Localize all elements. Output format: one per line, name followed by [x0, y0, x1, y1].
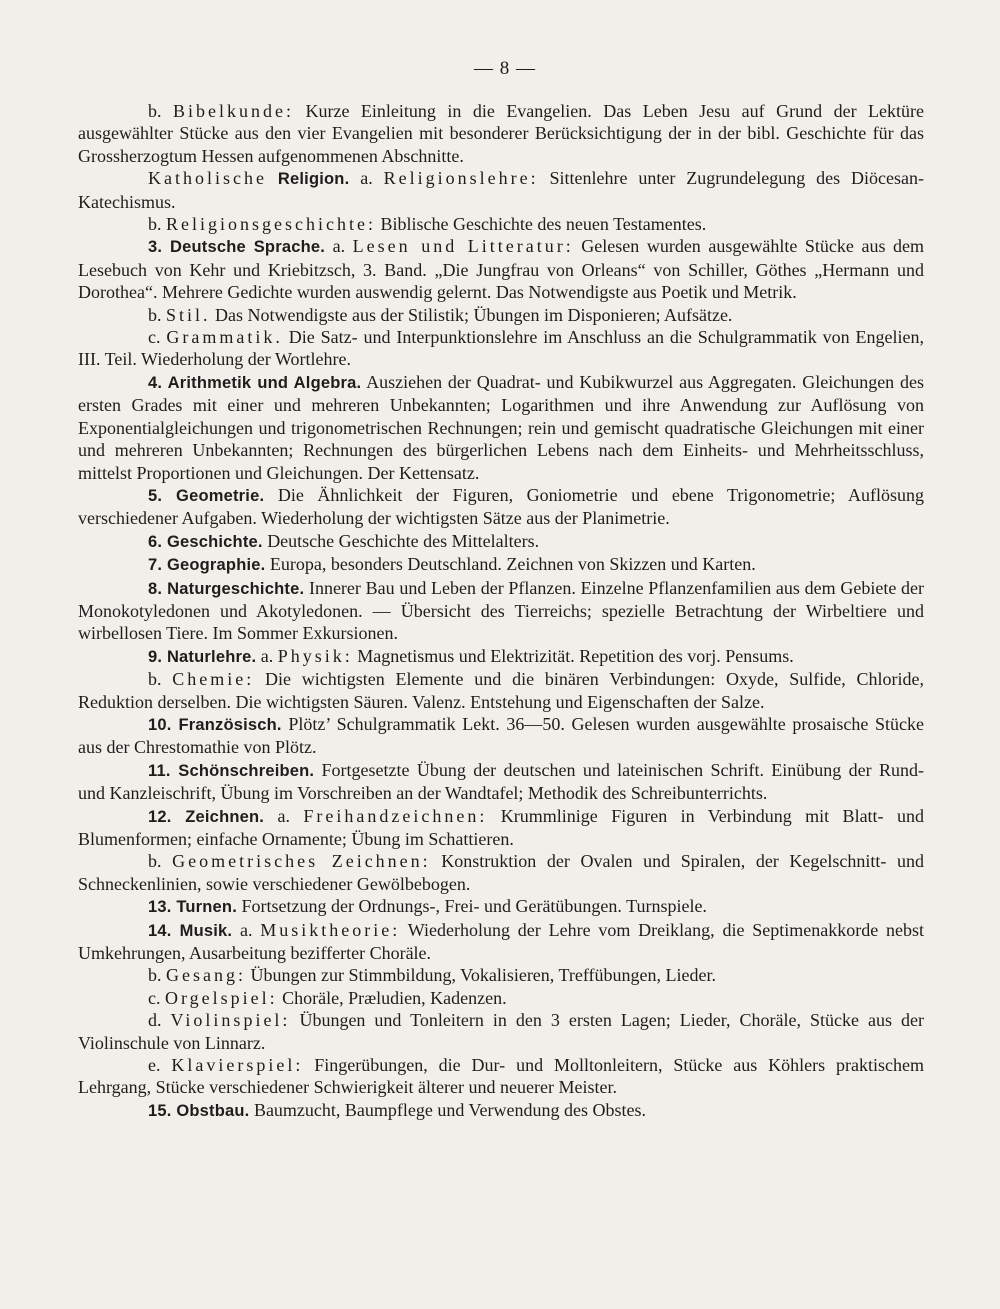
paragraph-p18 — [78, 895, 924, 918]
text-run: Ausziehen der Quadrat- und Kubikwurzel aus Aggregaten. Gleichungen des ersten Grades mit einer und mehreren Unbekannten; Logarithmen und ihre Anwendung zur Auflösung von Exponentialgleichungen und trigonometrischen Rechnungen; rein und gemischt quadratische Gleichungen mit einer und mehreren Unbekannten; Rechnungen des bürgerlichen Lebens nach dem Einheits- und Mehrheitsschluss, mittelst Proportionen und Gleichungen. Der Kettensatz. — [78, 371, 924, 483]
text-run: Die Ähnlichkeit der Figuren, Goniometrie und ebene Trigonometrie; Auflösung verschiedener Aufgaben. Wiederholung der wichtigsten Sätze aus der Planimetrie. — [78, 484, 924, 529]
text-run — [267, 168, 278, 188]
paragraph-p4 — [78, 235, 924, 303]
text-run: c. — [148, 327, 167, 348]
paragraph-p21 — [78, 987, 924, 1009]
section-heading: 15. Obstbau. — [148, 1101, 250, 1120]
paragraph-p3 — [78, 213, 924, 235]
text-run: Übungen zur Stimmbildung, Vokalisieren, Treffübungen, Lieder. — [245, 965, 716, 986]
paragraph-p23 — [78, 1054, 924, 1099]
paragraph-p17 — [78, 850, 924, 895]
text-run: a. — [256, 645, 278, 666]
spaced-term: Musiktheorie: — [260, 919, 401, 940]
section-heading: 12. Zeichnen. — [148, 807, 265, 826]
text-run: Magnetismus und Elektrizität. Repetition des vorj. Pensums. — [352, 645, 794, 666]
text-run: Innerer Bau und Leben der Pflanzen. Einzelne Pflanzenfamilien aus dem Gebiete der Monokotyledonen und Akotyledonen. — Übersicht des Tierreichs; spezielle Betrachtung der Wirbeltiere und wirbellosen Tiere. Im Sommer Exkursionen. — [78, 577, 924, 644]
text-run: Krummlinige Figuren in Verbindung mit Blatt- und Blumenformen; einfache Ornamente; Übung im Schattieren. — [78, 805, 924, 849]
text-run: Fortsetzung der Ordnungs-, Frei- und Gerätübungen. Turnspiele. — [237, 896, 707, 917]
section-heading: 11. Schönschreiben. — [148, 761, 315, 780]
paragraph-p11 — [78, 577, 924, 645]
text-run: a. — [349, 168, 384, 189]
paragraph-p2 — [78, 167, 924, 213]
paragraph-p15 — [78, 759, 924, 805]
spaced-term: Lesen und Litteratur: — [352, 236, 574, 257]
text-run: Europa, besonders Deutschland. Zeichnen von Skizzen und Karten. — [265, 554, 756, 575]
text-run: b. — [148, 669, 173, 690]
paragraph-p22 — [78, 1009, 924, 1054]
paragraph-p6 — [78, 326, 924, 371]
text-run: Fingerübungen, die Dur- und Molltonleitern, Stücke aus Köhlers praktischem Lehrgang, Stücke verschiedener Schwierigkeit älterer und neuerer Meister. — [78, 1055, 924, 1098]
section-heading: Religion. — [277, 170, 350, 189]
spaced-term: Chemie: — [172, 669, 255, 690]
section-heading: 3. Deutsche Sprache. — [148, 238, 326, 257]
text-run: b. — [148, 304, 166, 325]
text-run: b. — [148, 101, 173, 121]
paragraph-p16 — [78, 805, 924, 851]
spaced-term: Grammatik. — [166, 327, 283, 348]
spaced-term: Violinspiel: — [170, 1010, 291, 1031]
text-run: Die Satz- und Interpunktionslehre im Anschluss an die Schulgrammatik von Engelien, III. Teil. Wiederholung der Wortlehre. — [78, 327, 924, 370]
text-run: c. — [148, 987, 165, 1008]
spaced-term: Bibelkunde: — [172, 101, 294, 121]
paragraph-p9 — [78, 530, 924, 553]
spaced-term: Stil. — [166, 304, 211, 325]
text-run: a. — [264, 805, 304, 826]
section-heading: 14. Musik. — [148, 921, 233, 940]
paragraph-p8 — [78, 484, 924, 530]
paragraph-p5 — [78, 304, 924, 326]
section-heading: 8. Naturgeschichte. — [148, 579, 305, 598]
text-run: Das Notwendigste aus der Stilistik; Übungen im Disponieren; Aufsätze. — [210, 304, 733, 325]
text-run: a. — [325, 236, 353, 257]
text-run: b. — [148, 965, 166, 986]
section-heading: 9. Naturlehre. — [148, 647, 257, 666]
spaced-term: Orgelspiel: — [165, 987, 278, 1008]
section-heading: 6. Geschichte. — [148, 532, 263, 551]
text-run: Die wichtigsten Elemente und die binären Verbindungen: Oxyde, Sulfide, Chloride, Reduktion derselben. Die wichtigsten Säuren. Valenz. Entstehung und Eigenschaften der Salze. — [78, 669, 925, 712]
spaced-term: Religionsgeschichte: — [166, 214, 376, 235]
section-heading: 4. Arithmetik und Algebra. — [148, 373, 362, 392]
spaced-term: Religionslehre: — [383, 168, 539, 189]
paragraph-p14 — [78, 713, 924, 759]
spaced-term: Klavierspiel: — [171, 1055, 304, 1076]
text-run: Deutsche Geschichte des Mittelalters. — [262, 530, 540, 551]
text-run: Plötz’ Schulgrammatik Lekt. 36—50. Gelesen wurden ausgewählte prosaische Stücke aus der Chrestomathie von Plötz. — [78, 713, 924, 758]
paragraph-p12 — [78, 645, 924, 668]
spaced-term: Freihandzeichnen: — [303, 805, 488, 826]
paragraph-p19 — [78, 919, 924, 965]
section-heading: 13. Turnen. — [148, 898, 237, 917]
text-run: Kurze Einleitung in die Evangelien. Das Leben Jesu auf Grund der Lektüre ausgewählter Stücke aus den vier Evangelien mit besonderer Berücksichtigung der in der bibl. Geschichte für das Grossherzogtum Hessen aufgenommenen Abschnitte. — [78, 101, 925, 166]
section-heading: 7. Geographie. — [148, 556, 266, 575]
text-run: Choräle, Præludien, Kadenzen. — [277, 987, 507, 1008]
paragraph-p7 — [78, 371, 924, 484]
page-number: — 8 — — [474, 58, 536, 79]
text-run: Übungen und Tonleitern in den 3 ersten Lagen; Lieder, Choräle, Stücke aus der Violinschule von Linnarz. — [78, 1010, 925, 1053]
text-run: Wiederholung der Lehre vom Dreiklang, die Septimenakkorde nebst Umkehrungen, Ausarbeitung bezifferter Choräle. — [78, 919, 924, 964]
spaced-term: Geometrisches Zeichnen: — [172, 851, 431, 872]
text-run: Konstruktion der Ovalen und Spiralen, der Kegelschnitt- und Schneckenlinien, sowie verschiedener Gewölbebogen. — [78, 851, 924, 894]
section-heading: 10. Französisch. — [148, 715, 282, 734]
text-run: b. — [148, 851, 173, 872]
spaced-term: Gesang: — [166, 965, 246, 986]
text-run: b. — [148, 214, 166, 235]
paragraph-p24 — [78, 1099, 924, 1122]
text-run: d. — [148, 1010, 171, 1031]
paragraph-p20 — [78, 964, 924, 986]
spaced-term: Katholische — [148, 168, 267, 189]
spaced-term: Physik: — [277, 645, 353, 666]
paragraph-p10 — [78, 553, 924, 576]
text-run: Biblische Geschichte des neuen Testamentes. — [375, 214, 707, 235]
paragraph-p1 — [78, 100, 924, 167]
text-run: Sittenlehre unter Zugrundelegung des Diöcesan-Katechismus. — [78, 168, 925, 212]
text-run: a. — [232, 919, 261, 940]
body-text — [78, 100, 924, 1122]
text-run: Gelesen wurden ausgewählte Stücke aus dem Lesebuch von Kehr und Kriebitzsch, 3. Band. „Die Jungfrau von Orleans“ von Schiller, Göthes „Hermann und Dorothea“. Mehrere Gedichte wurden auswendig gelernt. Das Notwendigste aus Poetik und Metrik. — [78, 236, 924, 303]
text-run: Fortgesetzte Übung der deutschen und lateinischen Schrift. Einübung der Rund- und Kanzleischrift, Übung im Vorschreiben an der Wandtafel; Methodik des Schreibunterrichts. — [78, 759, 924, 804]
text-run: e. — [148, 1055, 172, 1076]
section-heading: 5. Geometrie. — [148, 486, 265, 505]
paragraph-p13 — [78, 668, 924, 713]
text-run: Baumzucht, Baumpflege und Verwendung des Obstes. — [249, 1099, 647, 1120]
